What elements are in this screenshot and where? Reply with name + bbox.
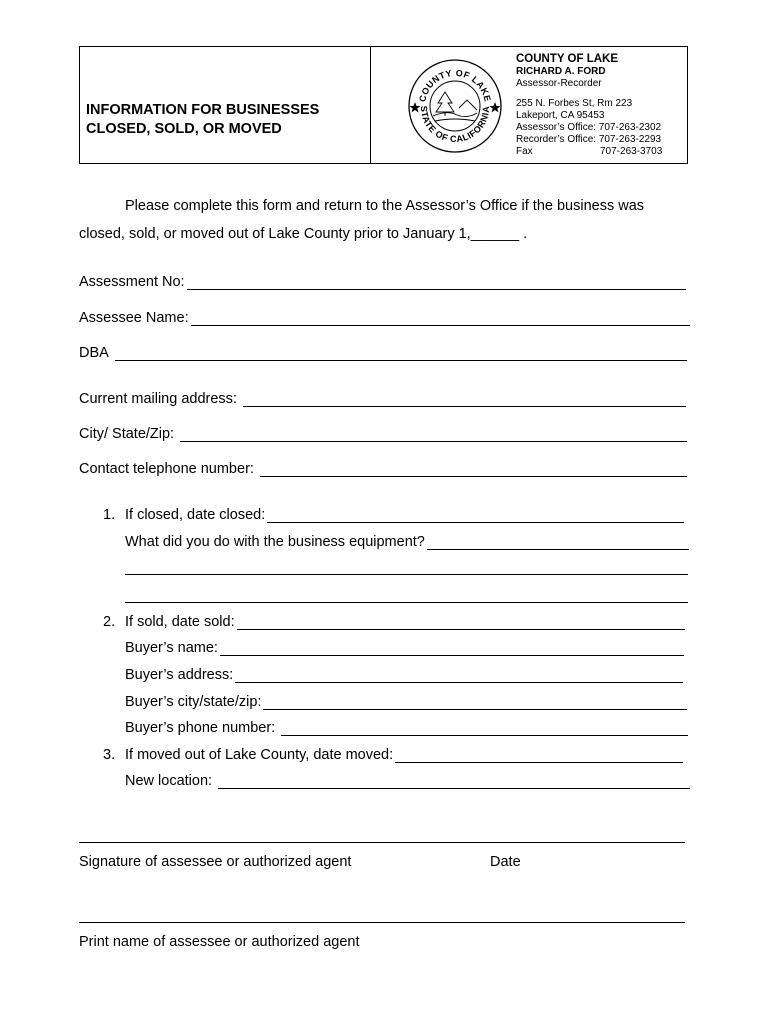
city-state-zip-label: City/ State/Zip:	[79, 426, 175, 442]
item-number-3: 3.	[103, 747, 116, 763]
date-sold-input[interactable]	[237, 615, 685, 630]
intro-paragraph	[79, 192, 689, 248]
new-location-label: New location:	[125, 773, 213, 789]
date-moved-field	[125, 747, 683, 763]
date-moved-label: If moved out of Lake County, date moved:	[125, 747, 394, 763]
buyer-address-field	[125, 667, 683, 683]
item-number-1: 1.	[103, 507, 116, 523]
svg-text:STATE OF CALIFORNIA	[419, 106, 491, 145]
office-fax-row	[516, 146, 661, 158]
seal-bottom-text: STATE OF CALIFORNIA	[418, 105, 492, 145]
mailing-address-field	[79, 391, 686, 407]
buyer-phone-label: Buyer’s phone number:	[125, 720, 276, 736]
date-closed-input[interactable]	[267, 508, 684, 523]
office-fax-number: 707-263-3703	[600, 146, 663, 157]
date-closed-field	[125, 507, 684, 523]
new-location-input[interactable]	[218, 774, 690, 789]
buyer-phone-field	[125, 720, 688, 736]
buyer-address-label: Buyer’s address:	[125, 667, 234, 683]
buyer-city-field	[125, 694, 687, 710]
county-seal-icon	[407, 58, 503, 154]
buyer-name-label: Buyer’s name:	[125, 640, 218, 656]
signature-date-label: Date	[490, 854, 521, 870]
buyer-phone-input[interactable]	[281, 721, 688, 736]
dba-input[interactable]	[115, 346, 687, 361]
assessment-no-label: Assessment No:	[79, 274, 185, 290]
office-recorder-phone: Recorder’s Office: 707-263-2293	[516, 134, 662, 145]
date-closed-label: If closed, date closed:	[125, 507, 266, 523]
date-sold-field	[125, 614, 685, 630]
assessment-no-field	[79, 274, 686, 290]
buyer-city-label: Buyer’s city/state/zip:	[125, 694, 262, 710]
intro-line1: Please complete this form and return to the Assessor’s Office if the business was	[125, 198, 645, 214]
mailing-address-input[interactable]	[243, 392, 686, 407]
office-address1: 255 N. Forbes St, Rm 223	[516, 98, 633, 109]
buyer-name-input[interactable]	[220, 641, 684, 656]
signature-label: Signature of assessee or authorized agent	[79, 854, 352, 870]
assessor-office-info	[516, 52, 661, 158]
office-fax-label: Fax	[516, 146, 533, 157]
equipment-field	[125, 534, 689, 550]
buyer-city-input[interactable]	[263, 695, 687, 710]
seal-top-text: COUNTY OF LAKE	[417, 67, 493, 103]
form-title-line2: CLOSED, SOLD, OR MOVED	[86, 121, 282, 137]
dba-field	[79, 345, 687, 361]
office-name: RICHARD A. FORD	[516, 66, 606, 77]
office-county: COUNTY OF LAKE	[516, 53, 619, 65]
intro-line2: closed, sold, or moved out of Lake County prior to January 1,______ .	[79, 226, 528, 242]
equipment-input-line2[interactable]	[125, 574, 688, 575]
contact-phone-field	[79, 461, 687, 477]
assessment-no-input[interactable]	[187, 275, 686, 290]
city-state-zip-input[interactable]	[180, 427, 687, 442]
mailing-address-label: Current mailing address:	[79, 391, 237, 407]
print-name-label: Print name of assessee or authorized agent	[79, 934, 360, 950]
contact-phone-label: Contact telephone number:	[79, 461, 254, 477]
date-moved-input[interactable]	[395, 748, 683, 763]
buyer-address-input[interactable]	[235, 668, 683, 683]
date-sold-label: If sold, date sold:	[125, 614, 235, 630]
header-divider	[370, 46, 371, 164]
item-number-2: 2.	[103, 614, 116, 630]
form-title	[86, 101, 319, 139]
dba-label: DBA	[79, 345, 109, 361]
assessee-name-label: Assessee Name:	[79, 310, 189, 326]
equipment-label: What did you do with the business equipment?	[125, 534, 425, 550]
equipment-input[interactable]	[427, 535, 689, 550]
seal-star-right-icon	[490, 102, 501, 113]
signature-input[interactable]	[79, 842, 685, 843]
equipment-input-line3[interactable]	[125, 602, 688, 603]
contact-phone-input[interactable]	[260, 462, 687, 477]
office-role: Assessor-Recorder	[516, 78, 602, 89]
city-state-zip-field	[79, 426, 687, 442]
seal-landscape-icon	[433, 92, 477, 121]
office-assessor-phone: Assessor’s Office: 707-263-2302	[516, 122, 662, 133]
assessee-name-input[interactable]	[191, 311, 690, 326]
form-title-line1: INFORMATION FOR BUSINESSES	[86, 102, 320, 118]
assessee-name-field	[79, 310, 690, 326]
buyer-name-field	[125, 640, 684, 656]
seal-star-left-icon	[410, 102, 421, 113]
svg-text:COUNTY OF LAKE	[417, 68, 493, 103]
new-location-field	[125, 773, 690, 789]
print-name-input[interactable]	[79, 922, 685, 923]
office-address2: Lakeport, CA 95453	[516, 110, 605, 121]
